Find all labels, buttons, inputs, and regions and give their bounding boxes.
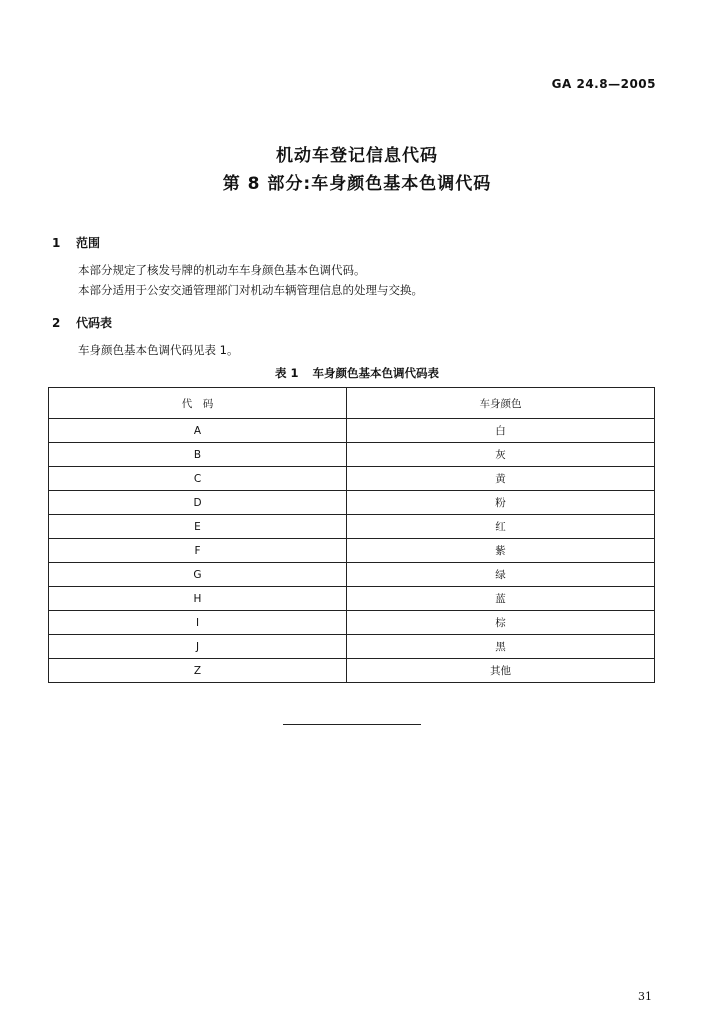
title-main: 机动车登记信息代码 <box>276 146 438 166</box>
document-title <box>0 142 714 198</box>
section-1-paragraph-2: 本部分适用于公安交通管理部门对机动车辆管理信息的处理与交换。 <box>78 283 423 297</box>
table-caption-number: 表 1 <box>274 366 299 380</box>
color-cell: 黄 <box>347 467 655 491</box>
section-1-paragraph-1: 本部分规定了核发号牌的机动车车身颜色基本色调代码。 <box>78 263 366 277</box>
table-row <box>49 659 655 683</box>
color-cell: 粉 <box>347 491 655 515</box>
code-cell: F <box>49 539 347 563</box>
section-2-number: 2 <box>52 316 61 330</box>
color-cell: 绿 <box>347 563 655 587</box>
table-row <box>49 419 655 443</box>
color-cell: 紫 <box>347 539 655 563</box>
code-cell: B <box>49 443 347 467</box>
color-cell: 灰 <box>347 443 655 467</box>
table-caption <box>0 365 714 381</box>
header-code: 代 码 <box>49 388 347 419</box>
section-1-heading <box>52 234 100 251</box>
code-cell: Z <box>49 659 347 683</box>
color-cell: 黑 <box>347 635 655 659</box>
table-header-row <box>49 388 655 419</box>
code-cell: H <box>49 587 347 611</box>
code-cell: G <box>49 563 347 587</box>
color-cell: 其他 <box>347 659 655 683</box>
table-row <box>49 611 655 635</box>
section-2-heading <box>52 314 112 331</box>
color-cell: 蓝 <box>347 587 655 611</box>
section-2-paragraph: 车身颜色基本色调代码见表 1。 <box>78 343 239 357</box>
code-cell: A <box>49 419 347 443</box>
section-2-title: 代码表 <box>76 316 113 330</box>
table-row <box>49 443 655 467</box>
color-code-table <box>48 387 655 683</box>
page-number: 31 <box>638 990 652 1003</box>
table-caption-title: 车身颜色基本色调代码表 <box>312 366 439 380</box>
standard-number: GA 24.8—2005 <box>551 77 656 91</box>
code-cell: C <box>49 467 347 491</box>
table-row <box>49 515 655 539</box>
section-1-number: 1 <box>52 236 61 250</box>
table-row <box>49 563 655 587</box>
table-row <box>49 491 655 515</box>
table-row <box>49 539 655 563</box>
code-cell: J <box>49 635 347 659</box>
code-cell: D <box>49 491 347 515</box>
code-cell: I <box>49 611 347 635</box>
table-row <box>49 635 655 659</box>
header-color: 车身颜色 <box>347 388 655 419</box>
color-cell: 白 <box>347 419 655 443</box>
end-divider <box>283 724 421 725</box>
section-1-title: 范围 <box>76 236 101 250</box>
color-cell: 棕 <box>347 611 655 635</box>
color-cell: 红 <box>347 515 655 539</box>
table-row <box>49 587 655 611</box>
title-part: 第 8 部分:车身颜色基本色调代码 <box>222 174 492 194</box>
table-row <box>49 467 655 491</box>
code-cell: E <box>49 515 347 539</box>
